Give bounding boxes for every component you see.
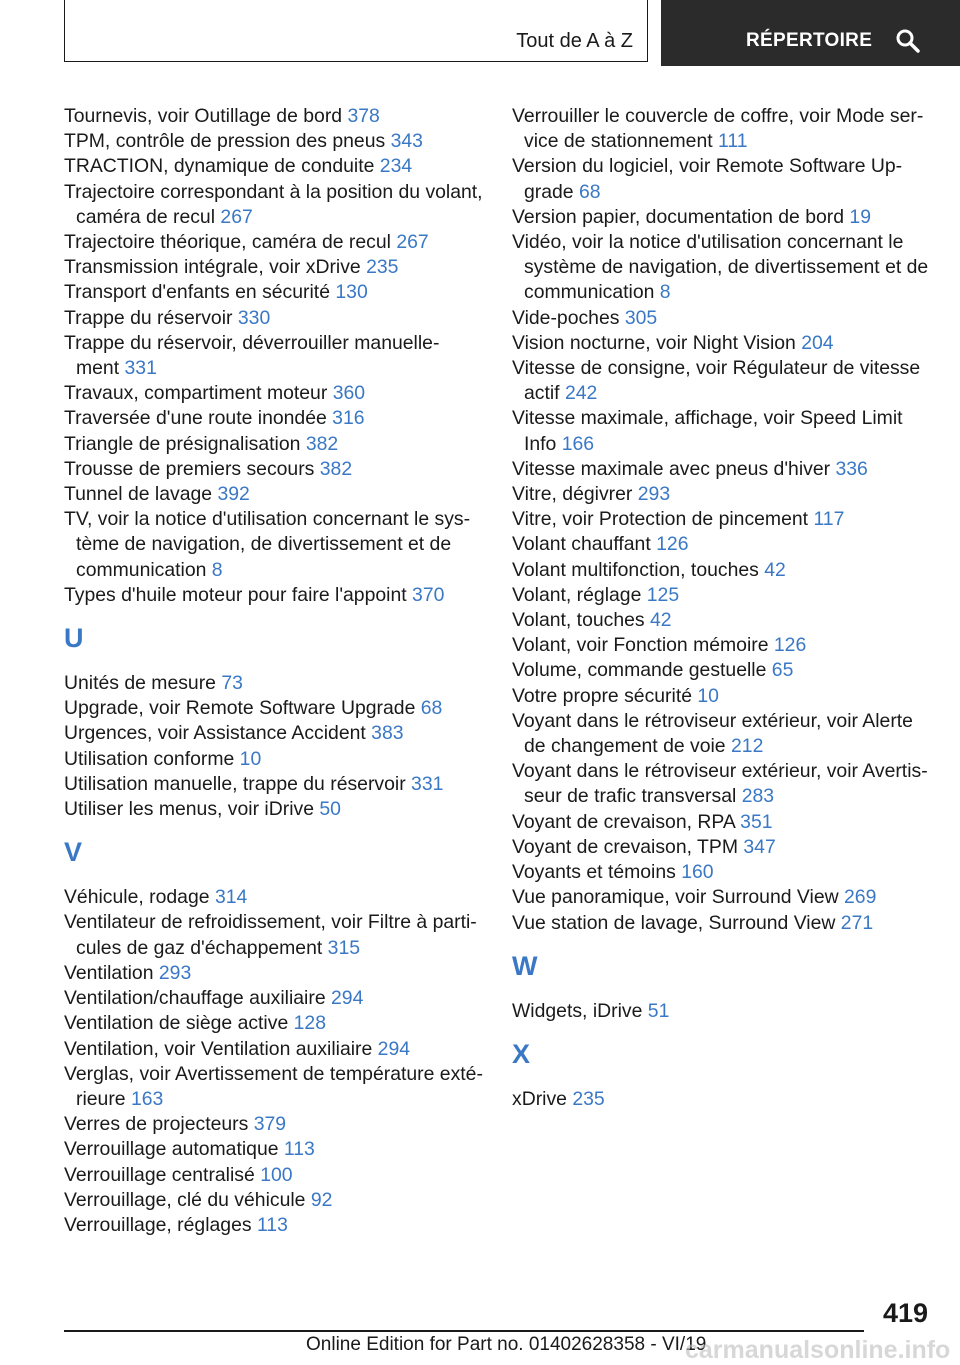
index-entry-text: Ventilation de siège active: [64, 1012, 289, 1035]
index-entry-text: Ventilation: [64, 961, 154, 984]
page-reference-link[interactable]: 100: [260, 1163, 293, 1186]
index-entry-text: Ventilation/chauffage auxiliaire: [64, 987, 326, 1010]
page-reference-link[interactable]: 379: [253, 1113, 287, 1136]
index-entry: [512, 583, 932, 608]
index-entry: [512, 911, 932, 936]
index-entry: [64, 1112, 484, 1137]
index-entry: [512, 356, 932, 406]
index-entry-text: Transport d'enfants en sécurité: [64, 281, 330, 304]
index-entry-text: Volume, commande gestuelle: [512, 659, 767, 682]
index-entry-text: Volant chauffant: [512, 533, 651, 556]
page-reference-link[interactable]: 283: [741, 785, 775, 808]
index-entry-text: Triangle de présignalisation: [64, 432, 301, 455]
index-entry-text: Ventilation, voir Ventilation auxiliaire: [64, 1037, 373, 1060]
index-entry: [512, 331, 932, 356]
index-entry: [512, 885, 932, 910]
index-entry-text: rieure: [76, 1087, 126, 1110]
index-entry: [64, 885, 484, 910]
page-reference-link[interactable]: 130: [335, 281, 368, 304]
index-letter-heading: V: [64, 837, 83, 868]
index-entry-text: Verrouillage, clé du véhicule: [64, 1188, 306, 1211]
page-reference-link[interactable]: 10: [697, 684, 719, 707]
index-entry-text: Voyant de crevaison, TPM: [512, 835, 738, 858]
index-entry: [512, 306, 932, 331]
index-entry-text: Vitesse de consigne, voir Régulateur de vitesse: [512, 357, 921, 380]
index-entry: [64, 1188, 484, 1213]
index-entry-text: caméra de recul: [76, 205, 216, 228]
page-reference-link[interactable]: 163: [130, 1087, 164, 1110]
index-entry: [64, 1163, 484, 1188]
index-entry: [64, 406, 484, 431]
index-letter-heading: X: [512, 1038, 531, 1069]
page-reference-link[interactable]: 113: [283, 1138, 315, 1161]
index-entry: [512, 835, 932, 860]
watermark: carmanualsonline.info: [685, 1336, 951, 1364]
index-entry-text: Vitesse maximale avec pneus d'hiver: [512, 457, 831, 480]
page-reference-link[interactable]: 126: [773, 634, 807, 657]
index-entry-text: Trappe du réservoir, déverrouiller manuelle‐: [64, 331, 440, 354]
index-entry-text: tème de navigation, de divertissement et de: [76, 533, 452, 556]
index-entry: [512, 406, 932, 456]
index-entry-text: communication: [76, 558, 207, 581]
page-reference-link[interactable]: 269: [844, 886, 877, 909]
index-entry-text: Volant multifonction, touches: [512, 558, 759, 581]
index-entry: [64, 721, 484, 746]
page-reference-link[interactable]: 294: [377, 1037, 411, 1060]
index-entry-text: Trajectoire théorique, caméra de recul: [64, 231, 391, 254]
page-reference-link[interactable]: 8: [211, 558, 223, 581]
section-tab-label: Tout de A à Z: [516, 30, 633, 52]
index-entry-text: Version du logiciel, voir Remote Software Up‐: [512, 155, 903, 178]
page-reference-link[interactable]: 160: [681, 861, 714, 884]
index-entry: [512, 558, 932, 583]
index-entry-text: grade: [524, 180, 574, 203]
index-entry: [64, 104, 484, 129]
index-entry: [512, 999, 932, 1024]
index-entry-text: Verrouillage automatique: [64, 1138, 279, 1161]
index-entry: [512, 507, 932, 532]
index-entry: [64, 1213, 484, 1238]
page-reference-link[interactable]: 360: [332, 382, 366, 405]
index-entry-text: Utilisation conforme: [64, 747, 235, 770]
index-entry-text: seur de trafic transversal: [524, 785, 737, 808]
page-reference-link[interactable]: 316: [332, 407, 365, 430]
index-entry: [64, 230, 484, 255]
page-reference-link[interactable]: 331: [124, 357, 157, 380]
index-entry-text: Types d'huile moteur pour faire l'appoint: [64, 583, 407, 606]
index-entry-text: Upgrade, voir Remote Software Upgrade: [64, 697, 416, 720]
page-reference-link[interactable]: 235: [572, 1087, 605, 1110]
index-letter-heading: W: [512, 950, 538, 981]
index-entry-text: Utilisation manuelle, trappe du réservoir: [64, 772, 406, 795]
index-letter-heading: U: [64, 623, 84, 654]
page-reference-link[interactable]: 68: [420, 697, 443, 720]
index-entry-text: Trajectoire correspondant à la position du volant,: [64, 180, 483, 203]
page-reference-link[interactable]: 235: [366, 256, 399, 279]
index-entry-text: Urgences, voir Assistance Accident: [64, 722, 366, 745]
index-entry-text: actif: [524, 382, 560, 405]
index-tab-label: RÉPERTOIRE: [746, 30, 873, 51]
page-reference-link[interactable]: 382: [305, 432, 339, 455]
page-reference-link[interactable]: 212: [731, 735, 764, 758]
index-entry-text: vice de stationnement: [524, 130, 713, 153]
index-entry: [512, 230, 932, 306]
page-reference-link[interactable]: 382: [319, 457, 353, 480]
index-entry: [512, 205, 932, 230]
page-reference-link[interactable]: 294: [331, 987, 364, 1010]
index-entry-text: Trousse de premiers secours: [64, 457, 315, 480]
index-entry: [512, 104, 932, 154]
index-entry: [512, 1087, 932, 1112]
index-entry: [64, 986, 484, 1011]
index-entry: [64, 583, 484, 608]
page-reference-link[interactable]: 8: [659, 281, 671, 304]
index-entry: [64, 1011, 484, 1036]
page-reference-link[interactable]: 68: [579, 180, 601, 203]
page-reference-link[interactable]: 204: [801, 331, 834, 354]
index-entry-text: Vitesse maximale, affichage, voir Speed Limit: [512, 407, 903, 430]
page-reference-link[interactable]: 314: [214, 886, 248, 909]
index-entry-text: TRACTION, dynamique de conduite: [64, 155, 375, 178]
index-entry: [64, 255, 484, 280]
index-entry-text: Vidéo, voir la notice d'utilisation concernant le: [512, 231, 904, 254]
page-reference-link[interactable]: 42: [764, 558, 786, 581]
page-reference-link[interactable]: 331: [411, 772, 444, 795]
page-reference-link[interactable]: 242: [564, 382, 598, 405]
index-entry: [64, 772, 484, 797]
index-entry: [64, 180, 484, 230]
index-entry: [64, 129, 484, 154]
index-entry: [64, 331, 484, 381]
index-entry: [512, 759, 932, 809]
page-reference-link[interactable]: 19: [849, 205, 871, 228]
page-reference-link[interactable]: 293: [637, 483, 671, 506]
index-entry: [512, 810, 932, 835]
index-entry: [512, 860, 932, 885]
page-reference-link[interactable]: 113: [256, 1213, 288, 1236]
index-entry-text: Vision nocturne, voir Night Vision: [512, 331, 796, 354]
index-entry: [64, 910, 484, 960]
index-entry: [64, 747, 484, 772]
index-entry-text: Trappe du réservoir: [64, 306, 233, 329]
index-entry-text: Voyants et témoins: [512, 861, 676, 884]
page-reference-link[interactable]: 125: [646, 583, 680, 606]
index-entry-text: Véhicule, rodage: [64, 886, 210, 909]
index-entry-text: Tunnel de lavage: [64, 483, 213, 506]
page-reference-link[interactable]: 50: [319, 798, 341, 821]
section-tab-index[interactable]: [661, 0, 960, 66]
index-entry-text: Voyant de crevaison, RPA: [512, 810, 735, 833]
index-entry: [64, 671, 484, 696]
page-reference-link[interactable]: 271: [840, 911, 874, 934]
page-reference-link[interactable]: 267: [220, 205, 253, 228]
index-entry-text: Version papier, documentation de bord: [512, 205, 845, 228]
index-entry-text: Transmission intégrale, voir xDrive: [64, 256, 361, 279]
page-reference-link[interactable]: 315: [327, 936, 361, 959]
index-entry-text: communication: [524, 281, 655, 304]
page-reference-link[interactable]: 392: [217, 483, 250, 506]
index-entry-text: Votre propre sécurité: [512, 684, 692, 707]
index-entry-text: Tournevis, voir Outillage de bord: [64, 105, 343, 127]
index-entry-text: ment: [76, 357, 120, 380]
page-reference-link[interactable]: 383: [371, 722, 404, 745]
page-reference-link[interactable]: 10: [239, 747, 262, 770]
page-reference-link[interactable]: 126: [656, 533, 689, 556]
footer-divider: [64, 1330, 864, 1332]
section-tab-a-to-z[interactable]: [64, 0, 648, 62]
page-reference-link[interactable]: 51: [647, 999, 670, 1022]
index-entry-text: Traversée d'une route inondée: [64, 407, 327, 430]
index-entry: [64, 797, 484, 822]
index-entry: [512, 709, 932, 759]
page-reference-link[interactable]: 117: [813, 508, 845, 531]
index-entry: [512, 482, 932, 507]
index-entry-text: Unités de mesure: [64, 672, 216, 695]
index-entry: [64, 457, 484, 482]
index-entry: [512, 457, 932, 482]
index-entry: [512, 684, 932, 709]
index-entry-text: Vide-poches: [512, 306, 620, 329]
index-entry: [512, 658, 932, 683]
page-reference-link[interactable]: 351: [740, 810, 773, 833]
index-entry-text: cules de gaz d'échappement: [76, 936, 323, 959]
index-entry-text: xDrive: [512, 1087, 567, 1110]
index-entry: [64, 280, 484, 305]
page-reference-link[interactable]: 166: [561, 432, 595, 455]
index-entry: [64, 482, 484, 507]
index-entry: [64, 154, 484, 179]
page-reference-link[interactable]: 267: [396, 231, 429, 254]
index-column-right: [512, 104, 932, 1112]
index-entry-text: Volant, touches: [512, 609, 645, 632]
index-entry: [512, 608, 932, 633]
index-entry-text: Voyant dans le rétroviseur extérieur, voir Alerte: [512, 709, 913, 732]
page-reference-link[interactable]: 73: [221, 672, 243, 695]
page-reference-link[interactable]: 65: [771, 659, 794, 682]
index-entry-text: Info: [524, 432, 557, 455]
index-entry: [64, 432, 484, 457]
index-entry-text: Verres de projecteurs: [64, 1113, 249, 1136]
index-entry-text: Verrouiller le couvercle de coffre, voir Mode ser‐: [512, 105, 924, 127]
index-entry: [64, 507, 484, 583]
index-entry: [512, 532, 932, 557]
index-entry: [512, 633, 932, 658]
page-number: 419: [882, 1298, 928, 1328]
search-icon[interactable]: [895, 28, 921, 54]
index-entry-text: Vue panoramique, voir Surround View: [512, 886, 839, 909]
index-entry-text: système de navigation, de divertissement et de: [524, 256, 929, 279]
index-entry-text: Verglas, voir Avertissement de température exté‐: [64, 1062, 483, 1085]
page-reference-link[interactable]: 370: [412, 583, 445, 606]
page-reference-link[interactable]: 343: [390, 130, 423, 153]
index-entry: [64, 381, 484, 406]
page-reference-link[interactable]: 305: [624, 306, 658, 329]
index-entry-text: de changement de voie: [524, 735, 726, 758]
page-reference-link[interactable]: 378: [347, 105, 380, 127]
page-reference-link[interactable]: 128: [293, 1012, 326, 1035]
index-entry: [64, 961, 484, 986]
index-entry-text: TV, voir la notice d'utilisation concernant le sys‐: [64, 508, 471, 531]
index-entry-text: Volant, voir Fonction mémoire: [512, 634, 769, 657]
page-reference-link[interactable]: 293: [158, 961, 192, 984]
index-entry-text: Vitre, voir Protection de pincement: [512, 508, 809, 531]
index-entry-text: Volant, réglage: [512, 583, 642, 606]
index-entry-text: Voyant dans le rétroviseur extérieur, voir Avertis‐: [512, 760, 928, 783]
index-entry: [64, 306, 484, 331]
page-reference-link[interactable]: 42: [650, 609, 672, 632]
index-entry-text: Vitre, dégivrer: [512, 483, 633, 506]
page-reference-link[interactable]: 234: [379, 155, 413, 178]
page-header: [0, 0, 960, 66]
page-reference-link[interactable]: 330: [237, 306, 271, 329]
edition-footer: Online Edition for Part no. 01402628358 - VI/19: [306, 1334, 707, 1355]
index-entry-text: Travaux, compartiment moteur: [64, 382, 328, 405]
index-entry: [512, 154, 932, 204]
index-entry: [64, 1062, 484, 1112]
page-reference-link[interactable]: 336: [835, 457, 868, 480]
page-reference-link[interactable]: 347: [743, 835, 776, 858]
index-entry-text: Verrouillage, réglages: [64, 1213, 252, 1236]
index-entry-text: Utiliser les menus, voir iDrive: [64, 798, 314, 821]
index-entry-text: Verrouillage centralisé: [64, 1163, 255, 1186]
index-entry-text: Vue station de lavage, Surround View: [512, 911, 836, 934]
index-column-left: [64, 104, 484, 1238]
index-entry: [64, 1137, 484, 1162]
index-entry: [64, 696, 484, 721]
index-entry-text: Ventilateur de refroidissement, voir Filtre à parti‐: [64, 911, 477, 934]
index-entry: [64, 1037, 484, 1062]
page-reference-link[interactable]: 111: [718, 130, 748, 153]
index-entry-text: Widgets, iDrive: [512, 999, 643, 1022]
index-entry-text: TPM, contrôle de pression des pneus: [64, 130, 386, 153]
page-reference-link[interactable]: 92: [310, 1188, 333, 1211]
